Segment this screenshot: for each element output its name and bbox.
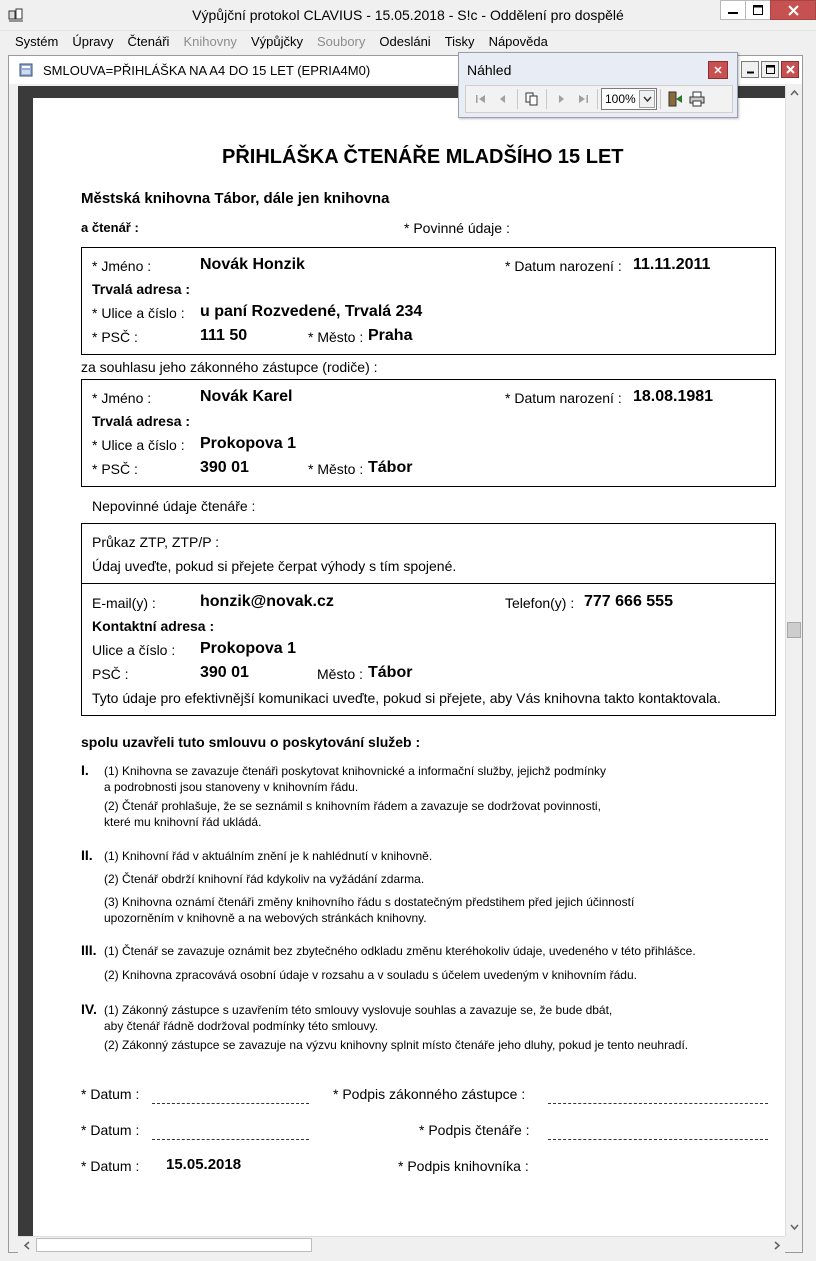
first-page-button[interactable] bbox=[470, 88, 492, 110]
guardian-psc-label: * PSČ : bbox=[92, 461, 138, 477]
section-1-text: (2) Čtenář prohlašuje, že se seznámil s knihovním řádem a zavazuje se dodržovat povinnosti, bbox=[104, 799, 601, 813]
scroll-right-button[interactable] bbox=[768, 1237, 785, 1254]
contact-address-label: Kontaktní adresa : bbox=[92, 618, 215, 634]
document-window bbox=[8, 55, 803, 1253]
scroll-up-button[interactable] bbox=[786, 84, 803, 101]
vertical-scrollbar[interactable] bbox=[785, 84, 802, 1236]
reader-psc-label: * PSČ : bbox=[92, 329, 138, 345]
guardian-birth: 18.08.1981 bbox=[633, 388, 714, 405]
guardian-signature-label: * Podpis zákonného zástupce : bbox=[333, 1086, 526, 1102]
reader-signature-label: * Podpis čtenáře : bbox=[419, 1122, 530, 1138]
reader-birth: 11.11.2011 bbox=[633, 256, 711, 273]
exit-preview-button[interactable] bbox=[664, 88, 686, 110]
preview-toolbar bbox=[465, 85, 733, 113]
reader-city-label: * Město : bbox=[308, 329, 364, 345]
page-view-button[interactable] bbox=[521, 88, 543, 110]
guardian-name: Novák Karel bbox=[200, 388, 293, 405]
menu-bar bbox=[0, 31, 816, 53]
zoom-dropdown-button[interactable] bbox=[639, 90, 655, 108]
ztp-note: Údaj uveďte, pokud si přejete čerpat výhody s tím spojené. bbox=[92, 558, 457, 574]
contact-psc-label: PSČ : bbox=[92, 666, 129, 682]
close-icon bbox=[788, 5, 799, 16]
previous-page-icon bbox=[497, 93, 509, 105]
signature-date-label: * Datum : bbox=[81, 1158, 140, 1174]
pages-icon bbox=[525, 92, 539, 106]
menu-send[interactable]: Odesláni bbox=[379, 34, 431, 49]
chevron-down-icon bbox=[643, 96, 652, 102]
signature-date-value: 15.05.2018 bbox=[166, 1156, 242, 1173]
minimize-button[interactable] bbox=[720, 0, 746, 20]
signature-line bbox=[548, 1139, 768, 1140]
section-3-text: (1) Čtenář se zavazuje oznámit bez zbytečného odkladu změnu kteréhokoliv údaje, uvedeného v této přihlášce. bbox=[104, 944, 696, 958]
signature-line bbox=[152, 1103, 309, 1104]
print-preview-area bbox=[18, 86, 789, 1236]
reader-street-label: * Ulice a číslo : bbox=[92, 305, 185, 321]
close-icon bbox=[714, 66, 722, 74]
next-page-icon bbox=[555, 93, 567, 105]
chevron-down-icon bbox=[790, 1224, 799, 1230]
section-1-text: které mu knihovní řád ukládá. bbox=[104, 815, 262, 829]
printer-icon bbox=[689, 91, 705, 107]
guardian-street: Prokopova 1 bbox=[200, 435, 297, 452]
toolbar-separator bbox=[517, 89, 518, 109]
preview-title: Náhled bbox=[467, 62, 512, 78]
reader-name: Novák Honzik bbox=[200, 256, 305, 273]
optional-divider bbox=[81, 583, 776, 584]
librarian-signature-label: * Podpis knihovníka : bbox=[398, 1158, 529, 1174]
document-page bbox=[33, 98, 789, 1236]
document-icon bbox=[19, 63, 33, 77]
toolbar-separator bbox=[546, 89, 547, 109]
section-3-text: (2) Knihovna zpracovává osobní údaje v rozsahu a v souladu s účelem uvedeným v knihovním řádu. bbox=[104, 968, 637, 982]
minimize-icon bbox=[728, 5, 738, 15]
previous-page-button[interactable] bbox=[492, 88, 514, 110]
close-button[interactable] bbox=[770, 0, 816, 20]
section-4-text: aby čtenář řádně dodržoval podmínky této smlouvy. bbox=[104, 1019, 378, 1033]
reader-label: a čtenář : bbox=[81, 220, 139, 235]
close-icon bbox=[786, 65, 795, 74]
signature-date-label: * Datum : bbox=[81, 1086, 140, 1102]
signature-date-label: * Datum : bbox=[81, 1122, 140, 1138]
print-button[interactable] bbox=[686, 88, 708, 110]
menu-help[interactable]: Nápověda bbox=[488, 34, 548, 49]
menu-edit[interactable]: Úpravy bbox=[72, 34, 114, 49]
reader-address-label: Trvalá adresa : bbox=[92, 281, 191, 297]
reader-psc: 111 50 bbox=[200, 327, 248, 344]
guardian-label: za souhlasu jeho zákonného zástupce (rodiče) : bbox=[81, 359, 378, 375]
contact-street-label: Ulice a číslo : bbox=[92, 642, 176, 658]
guardian-birth-label: * Datum narození : bbox=[505, 390, 622, 406]
section-1-text: a podrobnosti jsou stanoveny v knihovním řádu. bbox=[104, 780, 359, 794]
menu-readers[interactable]: Čtenáři bbox=[127, 34, 170, 49]
horizontal-scroll-thumb[interactable] bbox=[36, 1238, 312, 1252]
signature-line bbox=[152, 1139, 309, 1140]
scroll-left-button[interactable] bbox=[18, 1237, 35, 1254]
optional-label: Nepovinné údaje čtenáře : bbox=[92, 498, 256, 514]
doc-close-button[interactable] bbox=[781, 61, 799, 78]
doc-maximize-button[interactable] bbox=[761, 61, 779, 78]
minimize-icon bbox=[746, 65, 755, 74]
section-1-number: I. bbox=[81, 762, 89, 778]
section-4-number: IV. bbox=[81, 1001, 97, 1017]
section-2-text: (2) Čtenář obdrží knihovní řád kdykoliv na vyžádání zdarma. bbox=[104, 872, 425, 886]
vertical-scroll-thumb[interactable] bbox=[787, 622, 801, 638]
menu-libraries[interactable]: Knihovny bbox=[183, 34, 237, 49]
reader-street: u paní Rozvedené, Trvalá 234 bbox=[200, 303, 423, 320]
signature-line bbox=[548, 1103, 768, 1104]
zoom-value: 100% bbox=[605, 92, 636, 106]
contact-street: Prokopova 1 bbox=[200, 640, 297, 657]
chevron-left-icon bbox=[24, 1241, 30, 1250]
guardian-psc: 390 01 bbox=[200, 459, 249, 476]
required-note: * Povinné údaje : bbox=[404, 220, 510, 236]
window-titlebar bbox=[0, 0, 816, 31]
phone-value: 777 666 555 bbox=[584, 593, 673, 610]
menu-loans[interactable]: Výpůjčky bbox=[250, 34, 303, 49]
last-page-button[interactable] bbox=[572, 88, 594, 110]
contact-note: Tyto údaje pro efektivnější komunikaci uveďte, pokud si přejete, aby Vás knihovna takto kontaktovala. bbox=[92, 690, 721, 706]
guardian-city: Tábor bbox=[368, 459, 413, 476]
agreement-label: spolu uzavřeli tuto smlouvu o poskytování služeb : bbox=[81, 734, 421, 750]
guardian-street-label: * Ulice a číslo : bbox=[92, 437, 185, 453]
reader-name-label: * Jméno : bbox=[92, 258, 152, 274]
chevron-up-icon bbox=[790, 90, 799, 96]
preview-toolbar-window bbox=[458, 52, 738, 118]
scroll-down-button[interactable] bbox=[786, 1218, 803, 1235]
doc-minimize-button[interactable] bbox=[741, 61, 759, 78]
horizontal-scrollbar[interactable] bbox=[18, 1236, 785, 1253]
exit-icon bbox=[667, 91, 683, 107]
menu-print[interactable]: Tisky bbox=[444, 34, 475, 49]
toolbar-separator bbox=[597, 89, 598, 109]
window-title: Výpůjční protokol CLAVIUS - 15.05.2018 - S!c - Oddělení pro dospělé bbox=[192, 7, 624, 23]
reader-birth-label: * Datum narození : bbox=[505, 258, 622, 274]
guardian-city-label: * Město : bbox=[308, 461, 364, 477]
ztp-label: Průkaz ZTP, ZTP/P : bbox=[92, 534, 220, 550]
section-2-text: upozorněním v knihovně a na webových stránkách knihovny. bbox=[104, 911, 427, 925]
zoom-select[interactable] bbox=[601, 88, 657, 110]
last-page-icon bbox=[577, 93, 589, 105]
contact-city-label: Město : bbox=[317, 666, 363, 682]
section-3-number: III. bbox=[81, 942, 97, 958]
section-2-text: (1) Knihovní řád v aktuálním znění je k nahlédnutí v knihovně. bbox=[104, 849, 433, 863]
guardian-address-label: Trvalá adresa : bbox=[92, 413, 191, 429]
menu-system[interactable]: Systém bbox=[15, 34, 59, 49]
contact-city: Tábor bbox=[368, 664, 413, 681]
maximize-icon bbox=[753, 5, 763, 15]
section-4-text: (1) Zákonný zástupce s uzavřením této smlouvy vyslovuje souhlas a zavazuje se, že bude dbát, bbox=[104, 1003, 613, 1017]
maximize-icon bbox=[766, 65, 775, 74]
toolbar-separator bbox=[660, 89, 661, 109]
menu-files[interactable]: Soubory bbox=[316, 34, 366, 49]
preview-close-button[interactable] bbox=[708, 61, 728, 79]
chevron-right-icon bbox=[774, 1241, 780, 1250]
section-2-number: II. bbox=[81, 847, 93, 863]
section-2-text: (3) Knihovna oznámí čtenáři změny knihovního řádu s dostatečným předstihem před jejich účinností bbox=[104, 895, 635, 909]
section-4-text: (2) Zákonný zástupce se zavazuje na výzvu knihovny splnit místo čtenáře jeho dluhy, pokud je tento neuhradí. bbox=[104, 1038, 689, 1052]
guardian-name-label: * Jméno : bbox=[92, 390, 152, 406]
maximize-button[interactable] bbox=[745, 0, 771, 20]
contact-psc: 390 01 bbox=[200, 664, 249, 681]
library-name: Městská knihovna Tábor, dále jen knihovna bbox=[81, 190, 390, 207]
email-label: E-mail(y) : bbox=[92, 595, 156, 611]
section-1-text: (1) Knihovna se zavazuje čtenáři poskytovat knihovnické a informační služby, jejichž podmínky bbox=[104, 764, 607, 778]
first-page-icon bbox=[475, 93, 487, 105]
email-value: honzik@novak.cz bbox=[200, 593, 334, 610]
reader-city: Praha bbox=[368, 327, 413, 344]
phone-label: Telefon(y) : bbox=[505, 595, 575, 611]
page-title: PŘIHLÁŠKA ČTENÁŘE MLADŠÍHO 15 LET bbox=[222, 146, 624, 168]
document-window-title: SMLOUVA=PŘIHLÁŠKA NA A4 DO 15 LET (EPRIA4M0) bbox=[43, 63, 371, 78]
next-page-button[interactable] bbox=[550, 88, 572, 110]
